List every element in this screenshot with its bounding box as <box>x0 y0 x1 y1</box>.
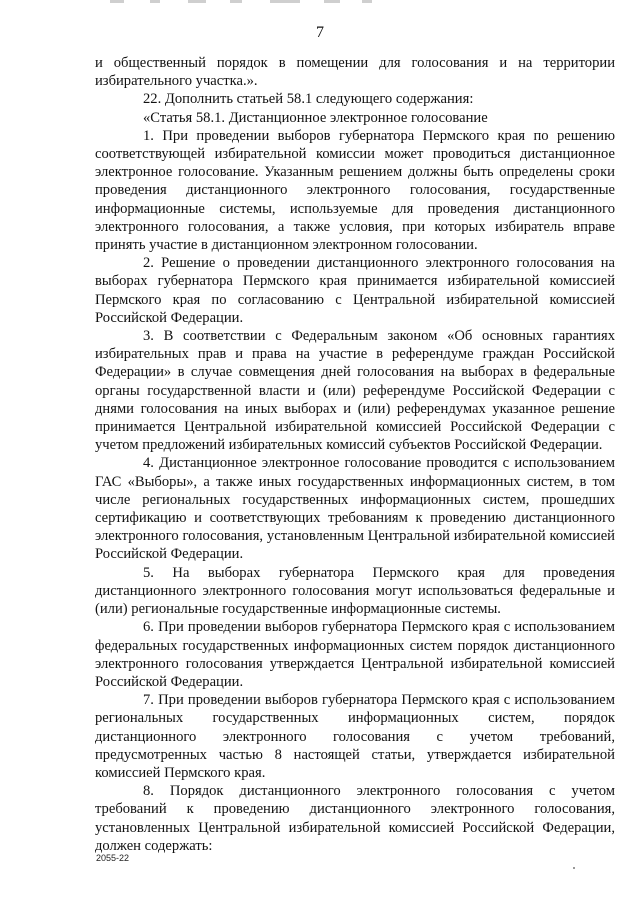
page-number: 7 <box>316 24 324 41</box>
document-body <box>95 54 615 855</box>
paragraph: 2. Решение о проведении дистанционного электронного голосования на выборах губернатора Пермского края принимается избирательной комиссией Пермского края по согласованию с Центральной избирательной комиссией Российской Федерации. <box>95 255 615 326</box>
paragraph: 22. Дополнить статьей 58.1 следующего содержания: <box>143 91 474 108</box>
paragraph: «Статья 58.1. Дистанционное электронное голосование <box>143 109 488 126</box>
scan-artifact-marks <box>110 0 410 6</box>
paragraph: 5. На выборах губернатора Пермского края для проведения дистанционного электронного голосования могут использоваться федеральные и (или) региональные государственные информационные системы. <box>95 564 615 618</box>
paragraph: и общественный порядок в помещении для голосования и на территории избирательного участка.». <box>95 55 615 90</box>
document-code: 2055-22 <box>96 853 130 863</box>
paragraph: 3. В соответствии с Федеральным законом «Об основных гарантиях избирательных прав и права на участие в референдуме граждан Российской Федерации» в случае совмещения дней голосования на выборах в федеральные органы государственной власти и (или) референдуме Российской Федерации с днями голосования на иных выборах и (или) референдумах указанное решение принимается Центральной избирательной комиссией Российской Федерации с учетом предложений избирательных комиссий субъектов Российской Федерации. <box>95 328 615 454</box>
paragraph: 4. Дистанционное электронное голосование проводится с использованием ГАС «Выборы», а также иных государственных информационных систем, в том числе региональных государственных информационных систем, прошедших сертификацию и соответствующих требованиям к проведению дистанционного электронного голосования, установленным Центральной избирательной комиссией Российской Федерации. <box>95 455 615 563</box>
paragraph: 6. При проведении выборов губернатора Пермского края с использованием федеральных государственных информационных систем порядок дистанционного электронного голосования утверждается Центральной избирательной комиссией Российской Федерации. <box>95 619 615 690</box>
scan-speck <box>573 867 575 869</box>
paragraph: 8. Порядок дистанционного электронного голосования с учетом требований к проведению дистанционного электронного голосования, установленных Центральной избирательной комиссией Российской Федерации, должен содержать: <box>95 783 615 854</box>
paragraph: 1. При проведении выборов губернатора Пермского края по решению соответствующей избирательной комиссии может проводиться дистанционное электронное голосование. Указанным решением должны быть определены сроки проведения дистанционного электронного голосования, государственные информационные системы, используемые для проведения дистанционного электронного голосования, а также условия, при которых избиратель вправе принять участие в дистанционном электронном голосовании. <box>95 127 615 254</box>
paragraph: 7. При проведении выборов губернатора Пермского края с использованием региональных государственных информационных систем, порядок дистанционного электронного голосования с учетом требований, предусмотренных частью 8 настоящей статьи, утверждается избирательной комиссией Пермского края. <box>95 692 615 781</box>
